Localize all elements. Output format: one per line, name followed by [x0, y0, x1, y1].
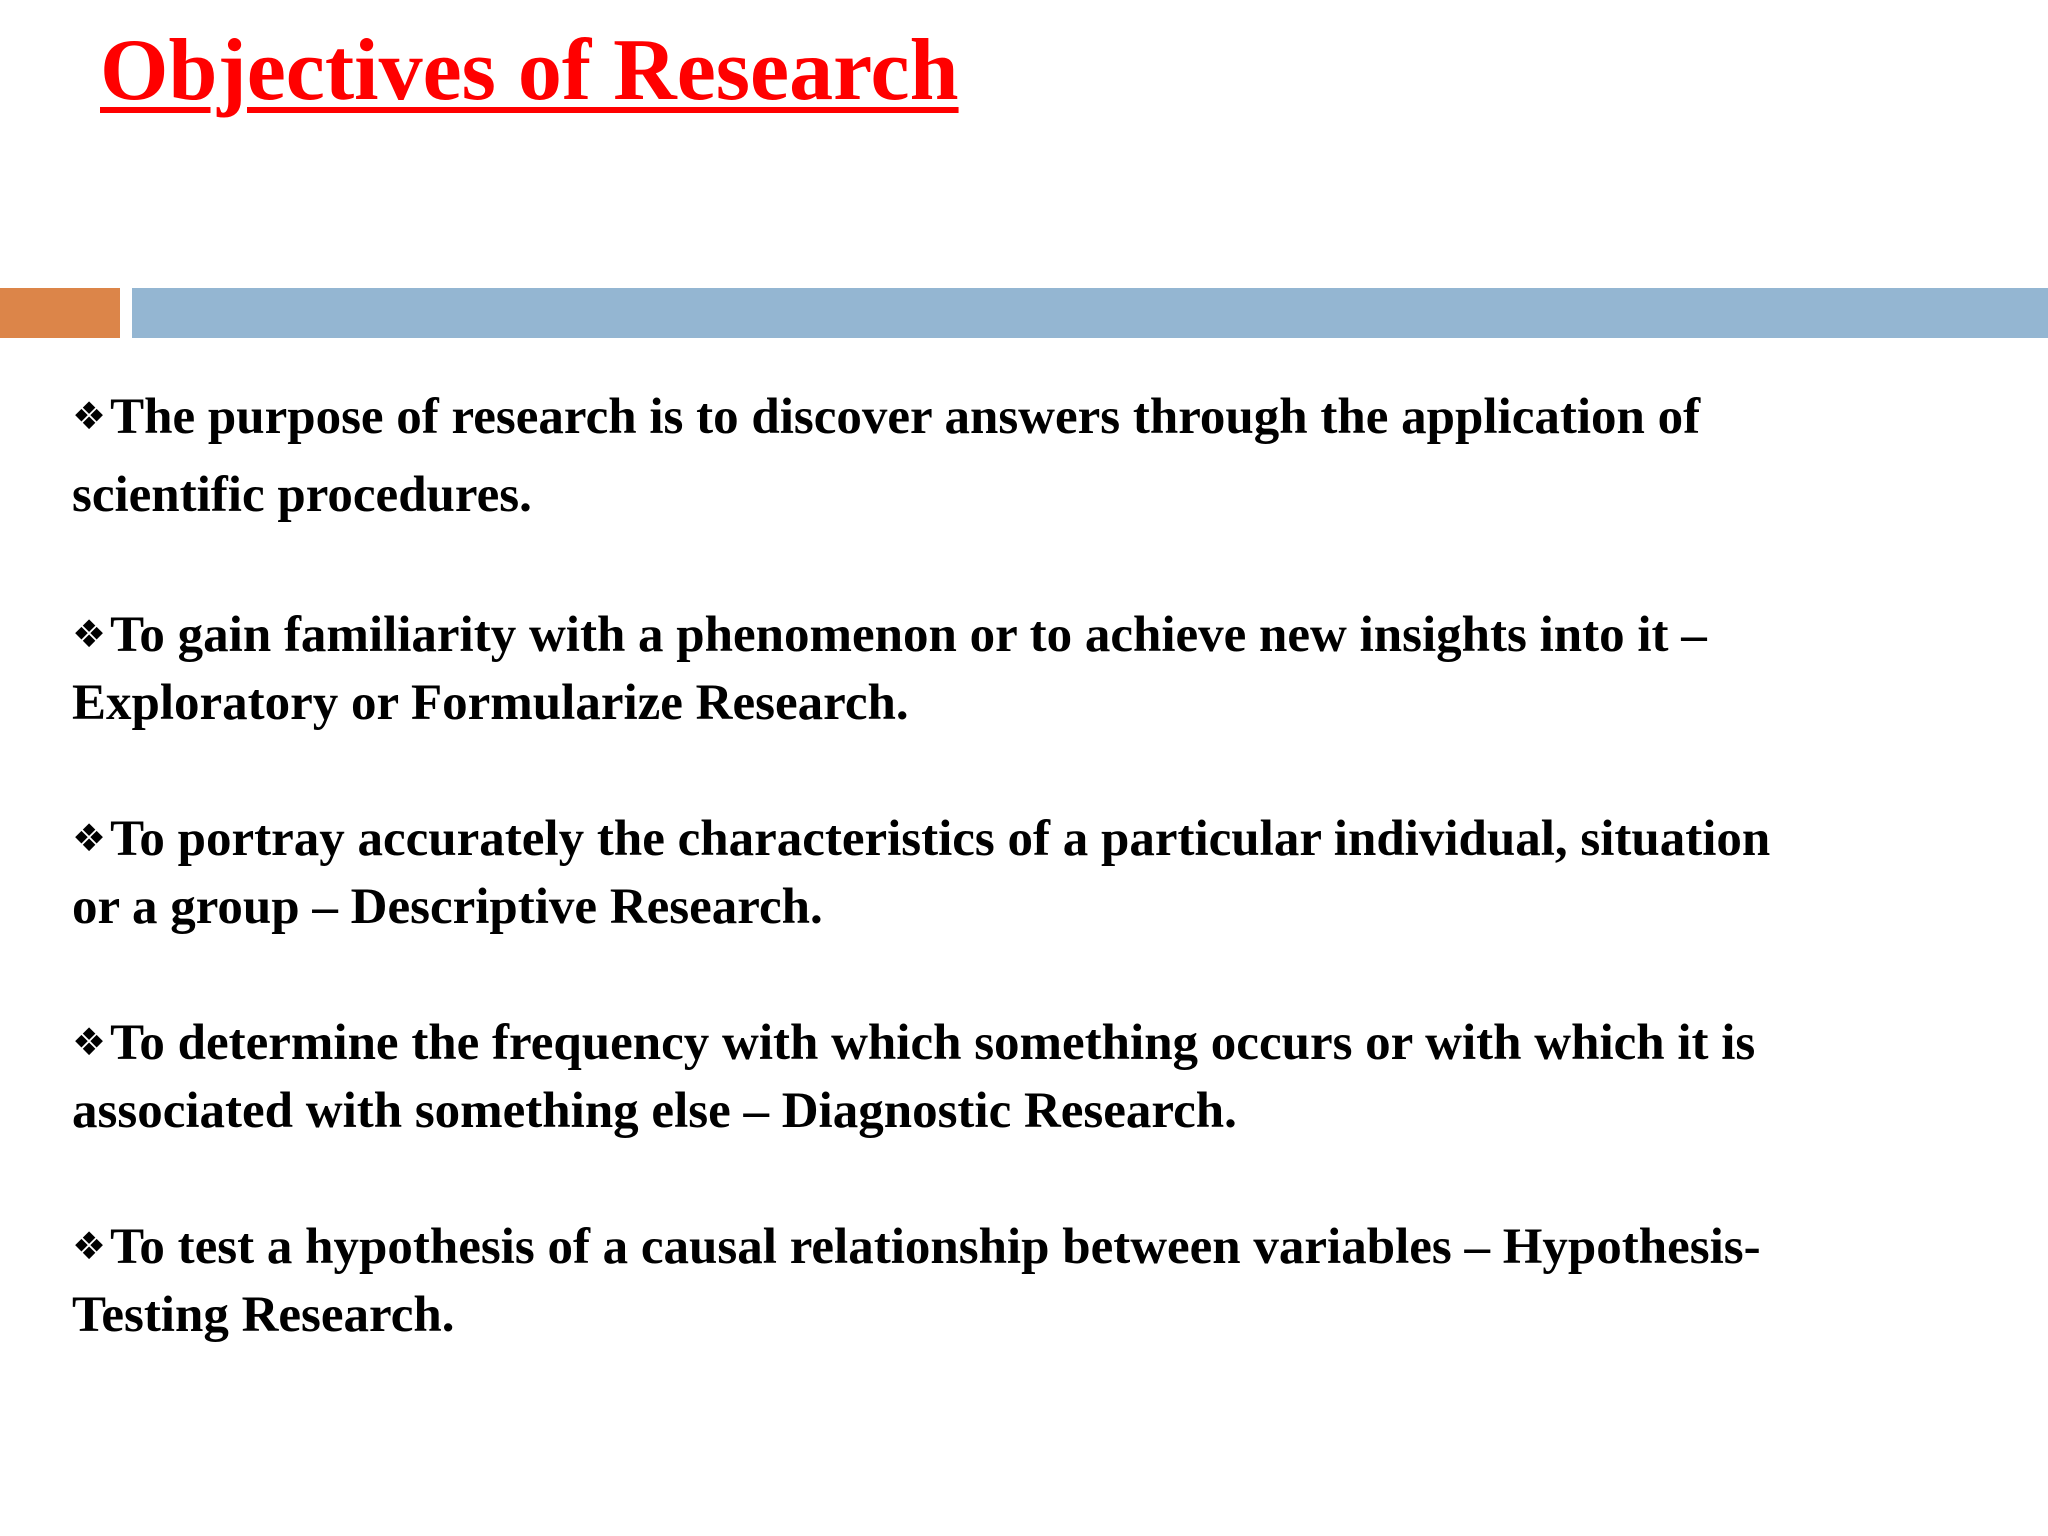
diamond-bullet-icon: ❖ — [72, 1020, 107, 1064]
list-item — [72, 382, 1700, 529]
bullet-text-line1: To determine the frequency with which something occurs or with which it is — [110, 1015, 1756, 1071]
bullet-text-line2: associated with something else – Diagnostic Research. — [72, 1083, 1237, 1139]
list-item — [72, 804, 1770, 941]
bullet-text-line2: Exploratory or Formularize Research. — [72, 675, 909, 731]
diamond-bullet-icon: ❖ — [72, 394, 107, 438]
list-item — [72, 1212, 1761, 1349]
bullet-text-line1: To test a hypothesis of a causal relationship between variables – Hypothesis- — [110, 1219, 1761, 1275]
list-item — [72, 1008, 1755, 1145]
bullet-text-line1: The purpose of research is to discover answers through the application of — [110, 389, 1701, 445]
diamond-bullet-icon: ❖ — [72, 816, 107, 860]
bullet-text-line2: or a group – Descriptive Research. — [72, 879, 823, 935]
list-item — [72, 600, 1707, 737]
accent-bar-blue — [132, 288, 2048, 338]
bullet-text-line1: To portray accurately the characteristics of a particular individual, situation — [110, 811, 1771, 867]
slide-title: Objectives of Research — [100, 22, 959, 119]
bullet-text-line2: Testing Research. — [72, 1287, 455, 1343]
bullet-text-line2: scientific procedures. — [72, 467, 532, 523]
accent-bar-orange — [0, 288, 120, 338]
bullet-text-line1: To gain familiarity with a phenomenon or to achieve new insights into it – — [110, 607, 1707, 663]
diamond-bullet-icon: ❖ — [72, 1224, 107, 1268]
diamond-bullet-icon: ❖ — [72, 612, 107, 656]
